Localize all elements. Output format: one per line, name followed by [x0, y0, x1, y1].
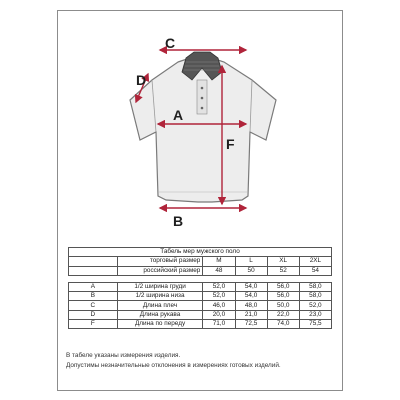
row-value: 58,0: [299, 292, 331, 301]
label-f: F: [226, 136, 235, 152]
row-value: 46,0: [203, 301, 235, 310]
row-letter: D: [69, 310, 118, 319]
size-header: XL: [267, 257, 299, 266]
row-value: 48,0: [235, 301, 267, 310]
row-value: 52,0: [299, 301, 331, 310]
row-value: 74,0: [267, 320, 299, 329]
table-cell: [69, 275, 332, 282]
russian-size: 52: [267, 266, 299, 275]
row-value: 21,0: [235, 310, 267, 319]
notes: [66, 351, 281, 371]
table-cell: [69, 266, 118, 275]
row-value: 54,0: [235, 292, 267, 301]
row-letter: A: [69, 282, 118, 291]
row-value: 22,0: [267, 310, 299, 319]
russian-size: 54: [299, 266, 331, 275]
row-value: 52,0: [203, 292, 235, 301]
button: [201, 107, 204, 110]
row-value: 71,0: [203, 320, 235, 329]
table-title-row: [69, 248, 332, 257]
table-cell: [69, 257, 118, 266]
row-value: 75,5: [299, 320, 331, 329]
size-header: 2XL: [299, 257, 331, 266]
label-a: A: [173, 107, 184, 123]
row-letter: C: [69, 301, 118, 310]
row-value: 58,0: [299, 282, 331, 291]
row-name: Длина по переду: [117, 320, 203, 329]
trade-size-label: торговый размер: [117, 257, 203, 266]
row-name: 1/2 ширина груди: [117, 282, 203, 291]
trade-size-row: [69, 257, 332, 266]
row-letter: B: [69, 292, 118, 301]
shirt-outline: [130, 58, 276, 202]
row-name: Длина рукава: [117, 310, 203, 319]
row-value: 20,0: [203, 310, 235, 319]
row-value: 56,0: [267, 292, 299, 301]
size-header: M: [203, 257, 235, 266]
row-name: 1/2 ширина низа: [117, 292, 203, 301]
row-value: 50,0: [267, 301, 299, 310]
row-value: 52,0: [203, 282, 235, 291]
row-name: Длина плеч: [117, 301, 203, 310]
table-row: [69, 282, 332, 291]
size-table: [68, 247, 332, 329]
note-line: В табеле указаны измерения изделия.: [66, 352, 181, 359]
row-value: 56,0: [267, 282, 299, 291]
table-spacer: [69, 275, 332, 282]
row-letter: F: [69, 320, 118, 329]
label-c: C: [165, 35, 176, 51]
table-row: [69, 301, 332, 310]
russian-size-row: [69, 266, 332, 275]
button: [201, 97, 204, 100]
row-value: 23,0: [299, 310, 331, 319]
note-line: Допустимы незначительные отклонения в измерениях готовых изделий.: [66, 362, 281, 369]
table-row: [69, 320, 332, 329]
row-value: 72,5: [235, 320, 267, 329]
row-value: 54,0: [235, 282, 267, 291]
size-header: L: [235, 257, 267, 266]
russian-size: 48: [203, 266, 235, 275]
table-title: Табель мер мужского поло: [69, 248, 332, 257]
russian-size: 50: [235, 266, 267, 275]
russian-size-label: российский размер: [117, 266, 203, 275]
table-row: [69, 310, 332, 319]
button: [201, 87, 204, 90]
table-row: [69, 292, 332, 301]
label-d: D: [136, 72, 147, 88]
label-b: B: [173, 213, 184, 229]
